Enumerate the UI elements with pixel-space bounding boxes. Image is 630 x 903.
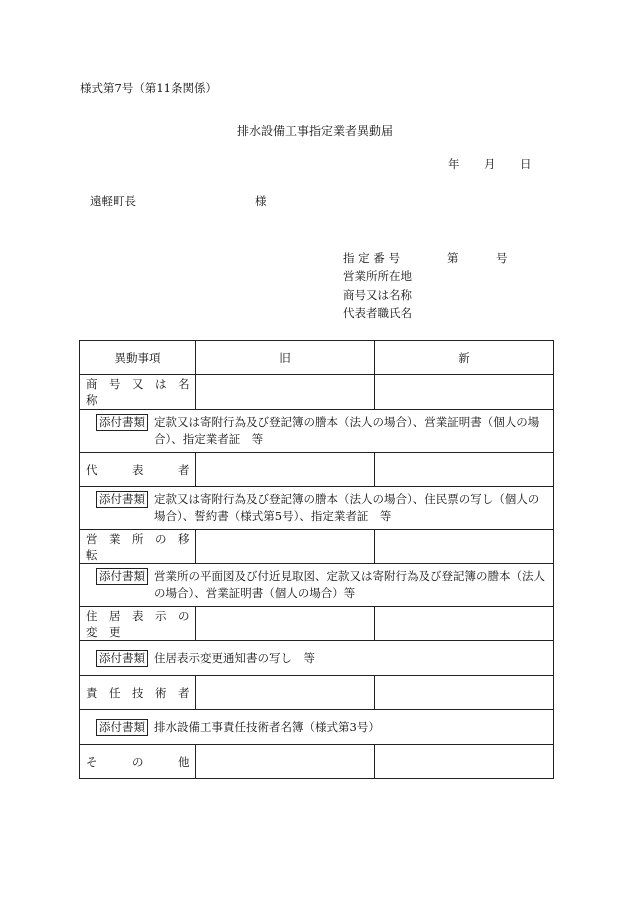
attachment-text: 排水設備工事責任技術者名簿（様式第3号） [154, 719, 380, 734]
attachment-label: 添付書類 [96, 414, 148, 431]
attachment-label: 添付書類 [96, 719, 148, 736]
designation-number-suffix: 号 [496, 251, 508, 265]
table-header-row [80, 341, 554, 375]
old-value-cell[interactable] [196, 676, 375, 710]
new-value-cell[interactable] [375, 676, 554, 710]
old-value-cell[interactable] [196, 453, 375, 487]
change-items-table [79, 340, 554, 779]
table-row [80, 745, 554, 779]
representative-label: 代表者職氏名 [343, 306, 412, 320]
attachment-row [80, 564, 554, 607]
designation-number-prefix: 第 [447, 251, 459, 265]
attachment-text: 営業所の平面図及び付近見取図、定款又は寄附行為及び登記簿の謄本（法人の場合）、営業証明書（個人の場合）等 [154, 569, 545, 600]
old-value-cell[interactable] [196, 745, 375, 779]
attachment-text: 住居表示変更通知書の写し 等 [154, 650, 315, 665]
item-name: 営 業 所 の 移 転 [80, 530, 196, 564]
attachment-label: 添付書類 [96, 650, 148, 667]
new-value-cell[interactable] [375, 530, 554, 564]
office-address-label: 営業所所在地 [343, 269, 412, 283]
honorific: 様 [255, 194, 267, 208]
new-value-cell[interactable] [375, 745, 554, 779]
item-name: 住 居 表 示 の 変 更 [80, 607, 196, 641]
old-value-cell[interactable] [196, 375, 375, 410]
item-name: 代 表 者 [80, 453, 196, 487]
business-name-label: 商号又は名称 [343, 288, 412, 302]
item-name: 商 号 又 は 名 称 [80, 375, 196, 410]
date-day: 日 [520, 157, 532, 171]
table-row [80, 530, 554, 564]
designation-number-label: 指 定 番 号 [343, 251, 400, 265]
attachment-row [80, 641, 554, 676]
attachment-row [80, 487, 554, 530]
attachment-text: 定款又は寄附行為及び登記簿の謄本（法人の場合）、住民票の写し（個人の場合）、誓約書（様式第5号）、指定業者証 等 [154, 492, 540, 523]
new-value-cell[interactable] [375, 453, 554, 487]
date-month: 月 [484, 157, 496, 171]
table-row [80, 453, 554, 487]
item-name: 責 任 技 術 者 [80, 676, 196, 710]
attachment-label: 添付書類 [96, 491, 148, 508]
addressee: 遠軽町長 [90, 194, 136, 208]
table-row [80, 607, 554, 641]
date-line [448, 156, 532, 172]
item-name: そ の 他 [80, 745, 196, 779]
document-title: 排水設備工事指定業者異動届 [236, 124, 393, 138]
table-row [80, 375, 554, 410]
form-number: 様式第7号（第11条関係） [80, 81, 217, 95]
old-value-cell[interactable] [196, 607, 375, 641]
attachment-row [80, 710, 554, 745]
header-item: 異動事項 [80, 341, 196, 375]
table-row [80, 676, 554, 710]
attachment-text: 定款又は寄附行為及び登記簿の謄本（法人の場合）、営業証明書（個人の場合）、指定業者証 等 [154, 415, 540, 446]
date-year: 年 [448, 157, 460, 171]
header-new: 新 [375, 341, 554, 375]
new-value-cell[interactable] [375, 607, 554, 641]
new-value-cell[interactable] [375, 375, 554, 410]
attachment-row [80, 410, 554, 453]
old-value-cell[interactable] [196, 530, 375, 564]
attachment-label: 添付書類 [96, 568, 148, 585]
header-old: 旧 [196, 341, 375, 375]
